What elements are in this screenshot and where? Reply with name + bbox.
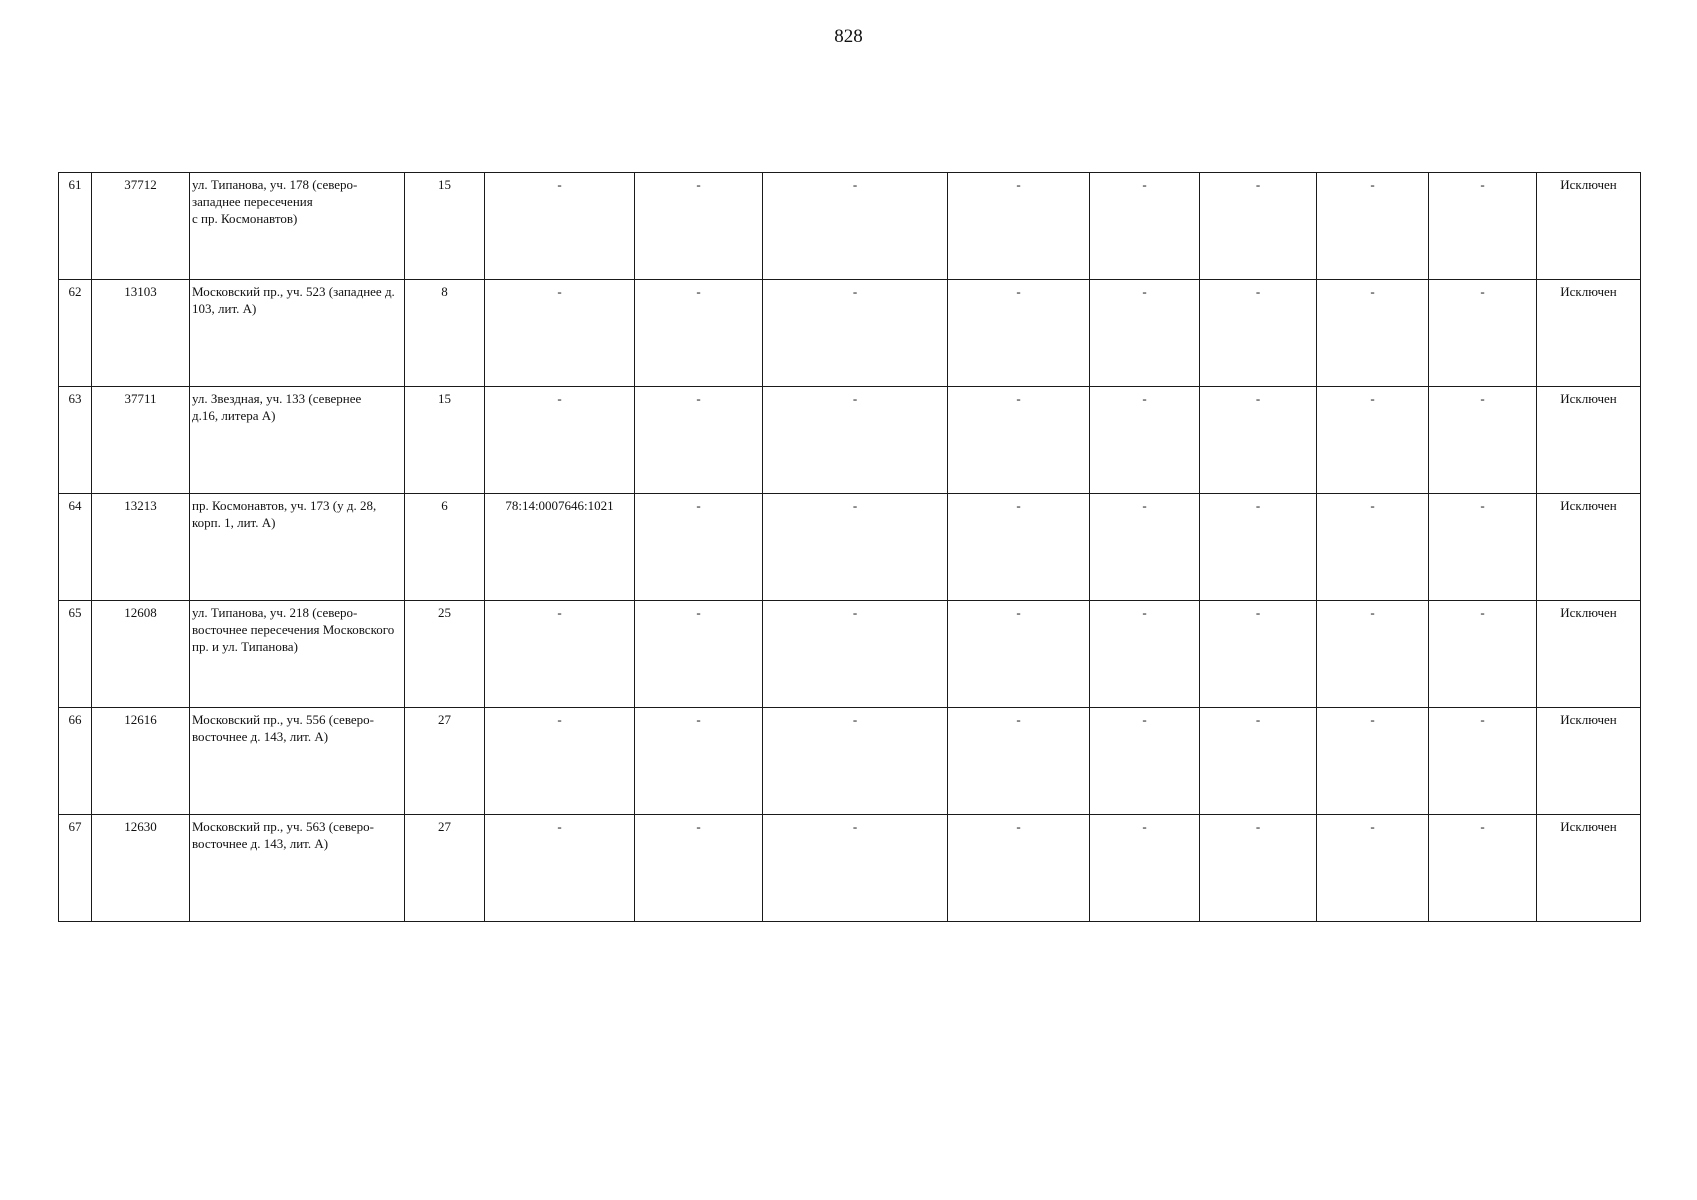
address-line: пр. и ул. Типанова)	[192, 639, 298, 654]
column-9-cell: -	[1090, 601, 1200, 708]
column-7-cell: -	[763, 387, 948, 494]
address-line: 103, лит. А)	[192, 301, 257, 316]
address-line: ул. Звездная, уч. 133 (севернее	[192, 391, 362, 406]
area-cell: 15	[405, 387, 485, 494]
table-row	[59, 494, 1641, 601]
address-line: Московский пр., уч. 556 (северо-	[192, 712, 374, 727]
column-9-cell: -	[1090, 173, 1200, 280]
column-10-cell: -	[1200, 387, 1317, 494]
status-cell: Исключен	[1537, 601, 1641, 708]
object-code-cell: 13213	[92, 494, 190, 601]
column-7-cell: -	[763, 280, 948, 387]
column-6-cell: -	[635, 815, 763, 922]
address-line: западнее пересечения	[192, 194, 313, 209]
cadastral-number-cell: -	[485, 815, 635, 922]
area-cell: 6	[405, 494, 485, 601]
table-row	[59, 815, 1641, 922]
address-line: восточнее пересечения Московского	[192, 622, 395, 637]
table-row	[59, 280, 1641, 387]
registry-table	[58, 172, 1641, 922]
address-line: Московский пр., уч. 523 (западнее д.	[192, 284, 395, 299]
column-9-cell: -	[1090, 815, 1200, 922]
column-12-cell: -	[1429, 601, 1537, 708]
cadastral-number-cell: -	[485, 280, 635, 387]
area-cell: 27	[405, 815, 485, 922]
status-cell: Исключен	[1537, 815, 1641, 922]
table-row	[59, 387, 1641, 494]
cadastral-number-cell: -	[485, 387, 635, 494]
column-6-cell: -	[635, 280, 763, 387]
address-line: корп. 1, лит. А)	[192, 515, 276, 530]
column-8-cell: -	[948, 708, 1090, 815]
object-code-cell: 13103	[92, 280, 190, 387]
column-8-cell: -	[948, 280, 1090, 387]
column-7-cell: -	[763, 173, 948, 280]
column-11-cell: -	[1317, 173, 1429, 280]
address-line: ул. Типанова, уч. 218 (северо-	[192, 605, 358, 620]
area-cell: 15	[405, 173, 485, 280]
row-number-cell: 63	[59, 387, 92, 494]
cadastral-number-cell: -	[485, 708, 635, 815]
row-number-cell: 61	[59, 173, 92, 280]
table-row	[59, 708, 1641, 815]
cadastral-number-cell: -	[485, 601, 635, 708]
column-9-cell: -	[1090, 280, 1200, 387]
column-8-cell: -	[948, 815, 1090, 922]
cadastral-number-cell: -	[485, 173, 635, 280]
column-6-cell: -	[635, 601, 763, 708]
status-cell: Исключен	[1537, 173, 1641, 280]
area-cell: 8	[405, 280, 485, 387]
row-number-cell: 66	[59, 708, 92, 815]
column-10-cell: -	[1200, 494, 1317, 601]
cadastral-number-cell: 78:14:0007646:1021	[485, 494, 635, 601]
object-code-cell: 37711	[92, 387, 190, 494]
address-cell	[190, 280, 405, 387]
address-line: с пр. Космонавтов)	[192, 211, 298, 226]
address-cell	[190, 387, 405, 494]
address-cell	[190, 494, 405, 601]
address-line: д.16, литера А)	[192, 408, 276, 423]
row-number-cell: 67	[59, 815, 92, 922]
object-code-cell: 12630	[92, 815, 190, 922]
address-line: пр. Космонавтов, уч. 173 (у д. 28,	[192, 498, 377, 513]
column-10-cell: -	[1200, 815, 1317, 922]
column-6-cell: -	[635, 494, 763, 601]
area-cell: 27	[405, 708, 485, 815]
column-12-cell: -	[1429, 494, 1537, 601]
column-9-cell: -	[1090, 708, 1200, 815]
page-number: 828	[834, 26, 863, 47]
object-code-cell: 12616	[92, 708, 190, 815]
column-10-cell: -	[1200, 708, 1317, 815]
address-line: восточнее д. 143, лит. А)	[192, 836, 329, 851]
column-10-cell: -	[1200, 173, 1317, 280]
column-12-cell: -	[1429, 708, 1537, 815]
address-line: Московский пр., уч. 563 (северо-	[192, 819, 374, 834]
column-8-cell: -	[948, 494, 1090, 601]
column-12-cell: -	[1429, 173, 1537, 280]
registry-table-body	[59, 173, 1641, 922]
column-10-cell: -	[1200, 601, 1317, 708]
address-line: ул. Типанова, уч. 178 (северо-	[192, 177, 358, 192]
column-12-cell: -	[1429, 280, 1537, 387]
column-7-cell: -	[763, 601, 948, 708]
column-9-cell: -	[1090, 494, 1200, 601]
object-code-cell: 37712	[92, 173, 190, 280]
table-row	[59, 601, 1641, 708]
address-cell	[190, 815, 405, 922]
column-8-cell: -	[948, 387, 1090, 494]
column-7-cell: -	[763, 708, 948, 815]
table-row	[59, 173, 1641, 280]
column-7-cell: -	[763, 815, 948, 922]
column-9-cell: -	[1090, 387, 1200, 494]
column-11-cell: -	[1317, 494, 1429, 601]
column-11-cell: -	[1317, 815, 1429, 922]
column-8-cell: -	[948, 601, 1090, 708]
column-6-cell: -	[635, 708, 763, 815]
address-cell	[190, 601, 405, 708]
row-number-cell: 64	[59, 494, 92, 601]
address-line: восточнее д. 143, лит. А)	[192, 729, 329, 744]
column-11-cell: -	[1317, 387, 1429, 494]
status-cell: Исключен	[1537, 387, 1641, 494]
column-12-cell: -	[1429, 387, 1537, 494]
column-8-cell: -	[948, 173, 1090, 280]
object-code-cell: 12608	[92, 601, 190, 708]
column-7-cell: -	[763, 494, 948, 601]
address-cell	[190, 173, 405, 280]
area-cell: 25	[405, 601, 485, 708]
row-number-cell: 65	[59, 601, 92, 708]
column-11-cell: -	[1317, 601, 1429, 708]
status-cell: Исключен	[1537, 708, 1641, 815]
column-11-cell: -	[1317, 280, 1429, 387]
status-cell: Исключен	[1537, 494, 1641, 601]
column-11-cell: -	[1317, 708, 1429, 815]
column-6-cell: -	[635, 387, 763, 494]
status-cell: Исключен	[1537, 280, 1641, 387]
column-12-cell: -	[1429, 815, 1537, 922]
address-cell	[190, 708, 405, 815]
column-10-cell: -	[1200, 280, 1317, 387]
column-6-cell: -	[635, 173, 763, 280]
row-number-cell: 62	[59, 280, 92, 387]
